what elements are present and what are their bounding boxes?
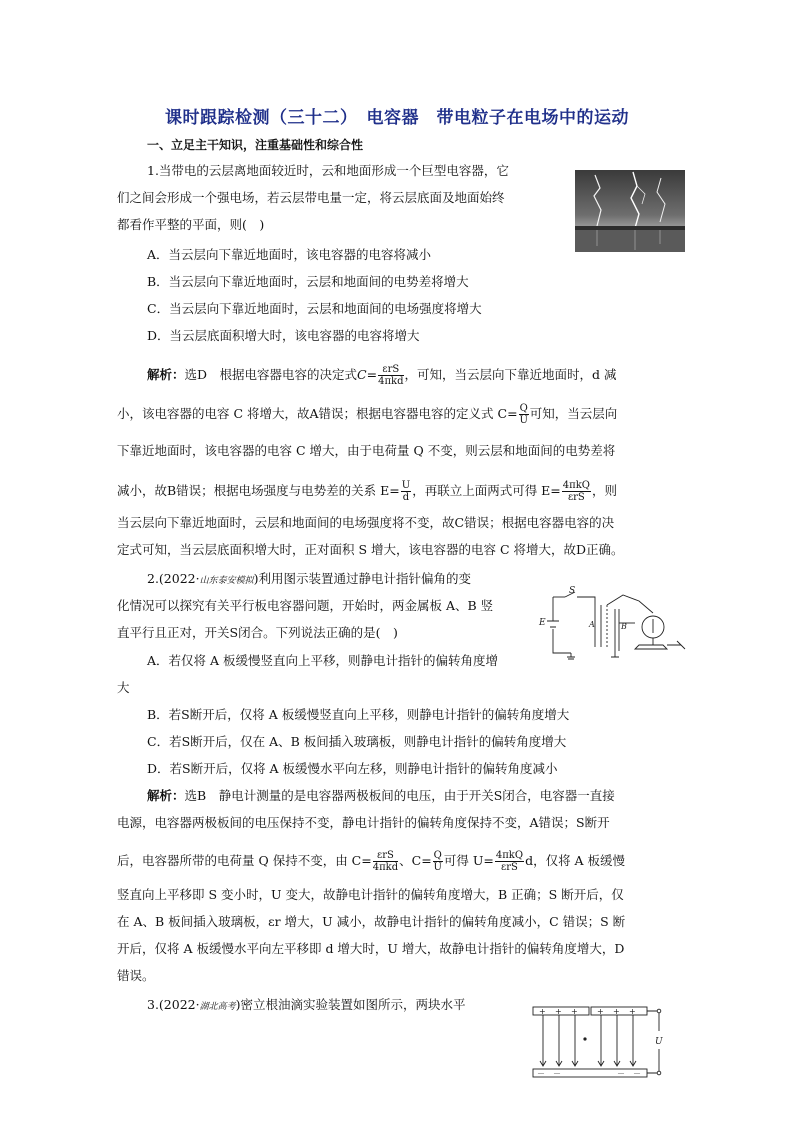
text: 后，电容器所带的电荷量 Q 保持不变，由 C= (117, 853, 372, 868)
q1-option-d: D．当云层底面积增大时，该电容器的电容将增大 (147, 328, 420, 343)
analysis-label: 解析： (147, 788, 185, 803)
fraction (562, 480, 591, 503)
text: 选B 静电计测量的是电容器两极板间的电压，由于开关S闭合，电容器一直接 (184, 788, 615, 803)
plus-sign: + (629, 1007, 636, 1016)
denominator: U (433, 862, 442, 873)
fraction (401, 480, 411, 503)
q1-line-3: 都看作平整的平面，则( ) (117, 217, 265, 232)
page-title: 课时跟踪检测（三十二） 电容器 带电粒子在电场中的运动 (165, 108, 629, 128)
text: ，可知，当云层向下靠近地面时，d 减 (404, 367, 617, 382)
plate-a-label: A (589, 620, 595, 629)
numerator: U (401, 480, 411, 491)
text: 可知，当云层向 (529, 406, 618, 421)
q3-source: 湖北高考 (199, 1002, 236, 1012)
switch-label: S (569, 586, 576, 596)
q2-line-2: 化情况可以探究有关平行板电容器问题，开始时，两金属板 A、B 竖 (117, 598, 494, 613)
q1-line-1: 1.当带电的云层离地面较近时，云和地面形成一个巨型电容器，它 (147, 163, 509, 178)
minus-sign: － (633, 1069, 641, 1078)
numerator: εrS (373, 850, 398, 862)
q2-line-3: 直平行且正对，开关S闭合。下列说法正确的是( ) (117, 625, 398, 640)
q1-analysis-line-3: 下靠近地面时，该电容器的电容 C 增大，由于电荷量 Q 不变，则云层和地面间的电势差将 (117, 443, 616, 458)
q2-option-a-line-2: 大 (117, 680, 130, 695)
q2-option-a-line-1: A．若仅将 A 板缓慢竖直向上平移，则静电计指针的偏转角度增 (147, 653, 499, 668)
section-heading: 一、立足主干知识，注重基础性和综合性 (147, 138, 364, 152)
text: ，则 (591, 483, 617, 498)
numerator: εrS (378, 364, 403, 376)
text: 小，该电容器的电容 C 将增大，故A错误；根据电容器电容的定义式 C= (117, 406, 518, 421)
q1-analysis-line-6: 定式可知，当云层底面积增大时，正对面积 S 增大，该电容器的电容 C 将增大，故D正确。 (117, 542, 624, 557)
q2-analysis-line-2: 电源，电容器两极板间的电压保持不变，静电计指针的偏转角度保持不变，A错误；S断开 (117, 815, 610, 830)
text: 减小，故B错误；根据电场强度与电势差的关系 E= (117, 483, 400, 498)
denominator: 4πkd (372, 862, 399, 873)
text: 可得 U= (443, 853, 494, 868)
plus-sign: + (555, 1007, 562, 1016)
analysis-label: 解析： (147, 367, 185, 382)
minus-sign: － (553, 1069, 561, 1078)
q1-option-b: B．当云层向下靠近地面时，云层和地面间的电势差将增大 (147, 274, 469, 289)
battery-label: E (539, 618, 546, 628)
numerator: Q (433, 850, 442, 861)
q3-number: 3.(2022· (147, 997, 200, 1012)
q1-analysis-line-4 (117, 480, 617, 503)
denominator: d (402, 492, 410, 503)
q2-line-1 (147, 571, 471, 589)
q2-analysis-line-6: 开后，仅将 A 板缓慢水平向左平移即 d 增大时，U 增大，故静电计指针的偏转角度增大，D (117, 941, 625, 956)
text: ，再联立上面两式可得 E= (412, 483, 561, 498)
q2-analysis-line-1 (147, 788, 615, 804)
q2-analysis-line-7: 错误。 (117, 968, 155, 983)
q2-option-c: C．若S断开后，仅在 A、B 板间插入玻璃板，则静电计指针的偏转角度增大 (147, 734, 567, 749)
text: )利用图示装置通过静电计指针偏角的变 (253, 571, 471, 586)
text: 、C= (399, 853, 432, 868)
plus-sign: + (571, 1007, 578, 1016)
text: )密立根油滴实验装置如图所示，两块水平 (235, 997, 466, 1012)
plus-sign: + (597, 1007, 604, 1016)
fraction (373, 850, 398, 873)
q1-option-c: C．当云层向下靠近地面时，云层和地面间的电场强度将增大 (147, 301, 482, 316)
numerator: Q (519, 403, 528, 414)
q1-analysis-line-5: 当云层向下靠近地面时，云层和地面间的电场强度将不变，故C错误；根据电容器电容的决 (117, 515, 615, 530)
q1-analysis-line-2 (117, 403, 617, 426)
formula-lhs: C= (357, 367, 378, 382)
denominator: U (519, 415, 528, 426)
fraction (378, 364, 403, 387)
q1-analysis-line-1 (147, 364, 616, 387)
q2-analysis-line-3 (117, 850, 625, 873)
q1-line-2: 们之间会形成一个强电场，若云层带电量一定，将云层底面及地面始终 (117, 190, 505, 205)
denominator: 4πkd (378, 376, 404, 387)
text: 选D 根据电容器电容的决定式 (184, 367, 358, 382)
minus-sign: － (617, 1069, 625, 1078)
minus-sign: － (537, 1069, 545, 1078)
denominator: εrS (567, 492, 585, 503)
millikan-oil-drop-diagram (525, 1003, 675, 1081)
q3-line-1 (147, 997, 466, 1015)
q2-analysis-line-5: 在 A、B 板间插入玻璃板，εr 增大，U 减小，故静电计指针的偏转角度减小，C 错误；S 断 (117, 914, 626, 929)
fraction (433, 850, 443, 873)
plus-sign: + (613, 1007, 620, 1016)
q2-number: 2.(2022· (147, 571, 200, 586)
text: d，仅将 A 板缓慢 (525, 853, 626, 868)
q1-option-a: A．当云层向下靠近地面时，该电容器的电容将减小 (147, 247, 432, 262)
numerator: 4πkQ (495, 850, 524, 861)
plate-b-label: B (621, 622, 627, 631)
q2-option-d: D．若S断开后，仅将 A 板缓慢水平向左移，则静电计指针的偏转角度减小 (147, 761, 558, 776)
fraction (519, 403, 529, 426)
lightning-photo (575, 170, 685, 252)
q2-option-b: B．若S断开后，仅将 A 板缓慢竖直向上平移，则静电计指针的偏转角度增大 (147, 707, 570, 722)
fraction (495, 850, 524, 873)
plus-sign: + (539, 1007, 546, 1016)
q2-analysis-line-4: 竖直向上平移即 S 变小时，U 变大，故静电计指针的偏转角度增大，B 正确；S 断开后，仅 (117, 887, 624, 902)
voltage-label: U (655, 1037, 663, 1047)
capacitor-circuit-diagram (535, 583, 695, 663)
numerator: 4πkQ (562, 480, 590, 491)
denominator: εrS (501, 862, 518, 873)
q2-source: 山东泰安模拟 (199, 576, 254, 586)
